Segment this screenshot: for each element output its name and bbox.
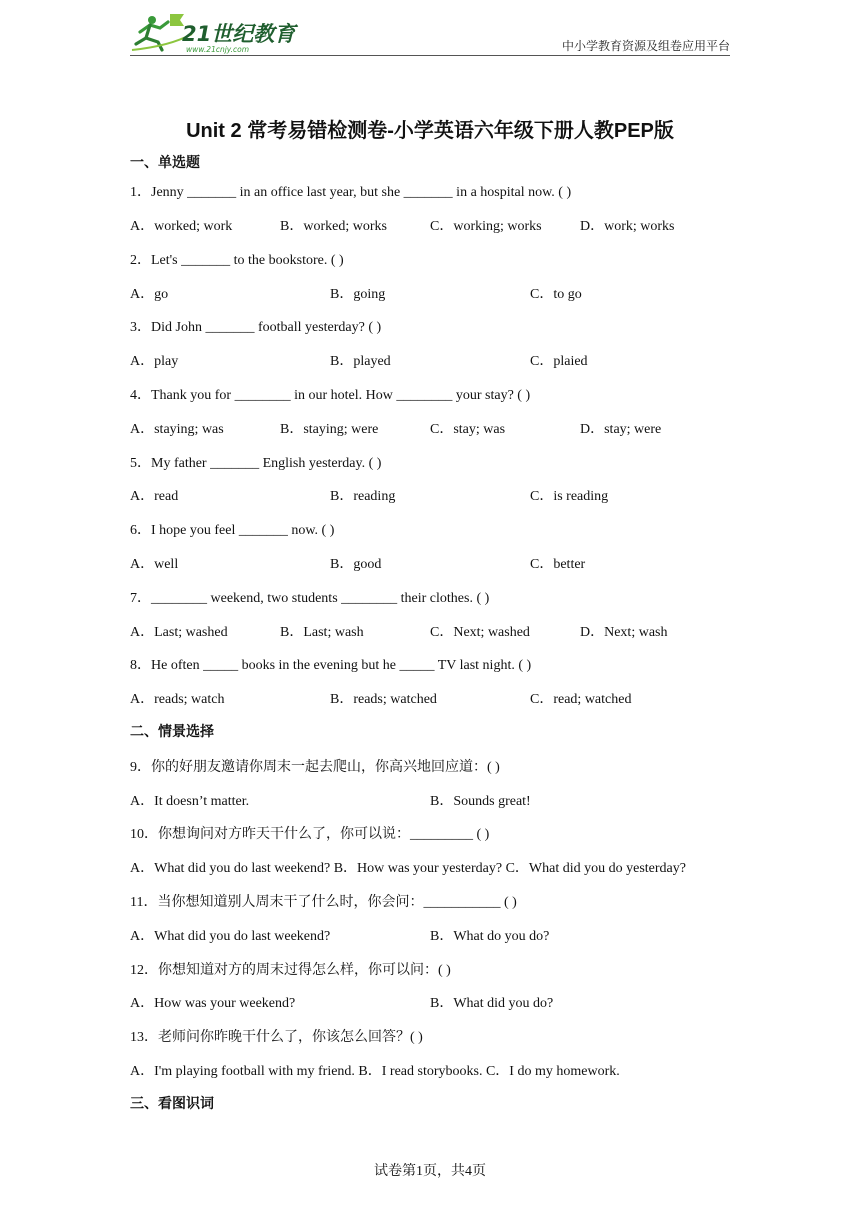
option: A．It doesn’t matter. — [130, 794, 250, 809]
option: B．going — [330, 287, 386, 302]
option: A．What did you do last weekend? — [130, 929, 331, 944]
option: A．worked; work — [130, 219, 233, 234]
question-stem: 8．He often _____ books in the evening but he _____ TV last night. ( ) — [130, 658, 532, 673]
21cnjy-logo — [130, 10, 300, 54]
page-footer: 试卷第1页，共4页 — [374, 1164, 486, 1179]
option: B．reads; watched — [330, 692, 437, 707]
option: C．plaied — [530, 354, 588, 369]
option: B．Last; wash — [280, 625, 364, 640]
option: A．What did you do last weekend? B．How was your yesterday? C．What did you do yesterday? — [130, 861, 686, 876]
option: C．read; watched — [530, 692, 632, 707]
option: B．What did you do? — [430, 996, 554, 1011]
question-stem: 12．你想知道对方的周末过得怎么样，你可以问：( ) — [130, 963, 451, 978]
option: A．read — [130, 489, 179, 504]
option: C．stay; was — [430, 422, 506, 437]
section-heading: 二、情景选择 — [130, 723, 214, 739]
option: B．reading — [330, 489, 396, 504]
option: A．staying; was — [130, 422, 224, 437]
section-heading: 一、单选题 — [130, 154, 200, 170]
option: B．What do you do? — [430, 929, 550, 944]
question-stem: 7．________ weekend, two students ________ their clothes. ( ) — [130, 591, 490, 606]
question-stem: 4．Thank you for ________ in our hotel. How ________ your stay? ( ) — [130, 388, 531, 403]
question-stem: 6．I hope you feel _______ now. ( ) — [130, 523, 335, 538]
option: A．play — [130, 354, 179, 369]
option: A．go — [130, 287, 169, 302]
platform-name: 中小学教育资源及组卷应用平台 — [561, 39, 730, 53]
option: A．Last; washed — [130, 625, 228, 640]
question-stem: 2．Let's _______ to the bookstore. ( ) — [130, 253, 344, 268]
section-heading: 三、看图识词 — [130, 1095, 214, 1111]
option: A．well — [130, 557, 179, 572]
option: C．to go — [530, 287, 582, 302]
option: C．Next; washed — [430, 625, 530, 640]
question-stem: 9．你的好朋友邀请你周末一起去爬山，你高兴地回应道：( ) — [130, 760, 500, 775]
logo-text: 21世纪教育 — [182, 22, 296, 46]
option: B．staying; were — [280, 422, 379, 437]
question-stem: 3．Did John _______ football yesterday? ( ) — [130, 320, 382, 335]
option: C．working; works — [430, 219, 542, 234]
option: C．is reading — [530, 489, 609, 504]
question-stem: 13．老师问你昨晚干什么了，你该怎么回答？( ) — [130, 1030, 423, 1045]
header-divider — [130, 55, 730, 56]
question-stem: 10．你想询问对方昨天干什么了，你可以说：_________ ( ) — [130, 827, 490, 842]
option: D．Next; wash — [580, 625, 668, 640]
page-header — [130, 10, 730, 56]
option: D．stay; were — [580, 422, 662, 437]
option: B．good — [330, 557, 382, 572]
option: A．reads; watch — [130, 692, 225, 707]
logo-url: www.21cnjy.com — [186, 45, 250, 54]
option: B．Sounds great! — [430, 794, 531, 809]
option: A．I'm playing football with my friend. B．I read storybooks. C．I do my homework. — [130, 1064, 620, 1079]
question-stem: 11．当你想知道别人周末干了什么时，你会问：___________ ( ) — [130, 895, 517, 910]
question-stem: 1．Jenny _______ in an office last year, but she _______ in a hospital now. ( ) — [130, 185, 572, 200]
option: B．played — [330, 354, 391, 369]
page-title: Unit 2 常考易错检测卷-小学英语六年级下册人教PEP版 — [186, 120, 674, 142]
option: B．worked; works — [280, 219, 387, 234]
option: D．work; works — [580, 219, 675, 234]
option: C．better — [530, 557, 586, 572]
question-stem: 5．My father _______ English yesterday. ( ) — [130, 456, 382, 471]
option: A．How was your weekend? — [130, 996, 296, 1011]
